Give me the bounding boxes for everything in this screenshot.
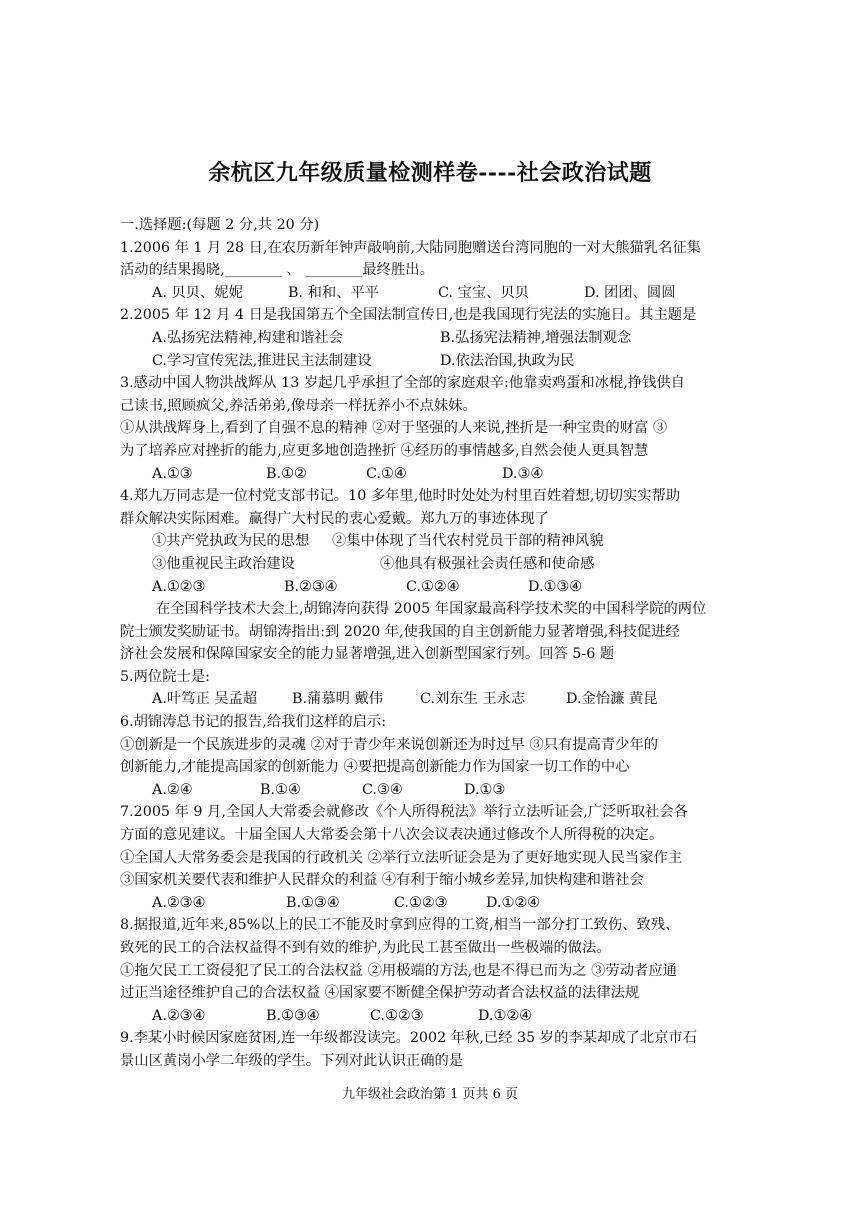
question-1-stem-line-2: 活动的结果揭晓,________ 、 ________最终胜出。 <box>120 262 434 279</box>
question-2-options-row-1 <box>120 327 740 350</box>
question-4-stem-line-2: 群众解决实际困难。赢得广大村民的衷心爱戴。郑九万的事迹体现了 <box>120 510 549 527</box>
question-4-option-d: D.①③④ <box>528 578 582 595</box>
question-8-option-a: A.②③④ <box>152 1007 206 1024</box>
question-6-option-b: B.①④ <box>260 781 301 798</box>
question-4-stem-line-1: 4.郑九万同志是一位村党支部书记。10 多年里,他时时处处为村里百姓着想,切切实实帮助 <box>120 488 681 505</box>
question-5-option-a: A.叶笃正 吴孟超 <box>152 691 258 708</box>
question-5-stem: 5.两位院士是: <box>120 668 210 685</box>
question-8-stem-line-3: ①拖欠民工工资侵犯了民工的合法权益 ②用极端的方法,也是不得已而为之 ③劳动者应通 <box>120 962 677 979</box>
question-6-stem-line-2: ①创新是一个民族进步的灵魂 ②对于青少年来说创新还为时过早 ③只有提高青少年的 <box>120 736 659 753</box>
question-1-options <box>120 282 740 305</box>
question-3-option-b: B.①② <box>266 465 307 482</box>
question-8-options <box>120 1005 740 1028</box>
question-3-stem-line-1: 3.感动中国人物洪战辉从 13 岁起几乎承担了全部的家庭艰辛:他靠卖鸡蛋和冰棍,挣钱供自 <box>120 375 685 392</box>
question-1-option-c: C. 宝宝、贝贝 <box>438 284 530 301</box>
question-5-options <box>120 688 740 711</box>
question-5-option-d: D.金怡濂 黄昆 <box>566 691 658 708</box>
question-3-stem-line-3: ①从洪战辉身上,看到了自强不息的精神 ②对于坚强的人来说,挫折是一种宝贵的财富 ③ <box>120 420 668 437</box>
question-6-option-c: C.③④ <box>362 781 403 798</box>
question-6-option-a: A.②④ <box>152 781 193 798</box>
question-6-stem-line-3: 创新能力,才能提高国家的创新能力 ④要把提高创新能力作为国家一切工作的中心 <box>120 759 630 776</box>
question-7-stem-line-1: 7.2005 年 9 月,全国人大常委会就修改《个人所得税法》举行立法听证会,广泛听取社会各 <box>120 804 688 821</box>
question-7-options <box>120 892 740 915</box>
question-9-stem-line-2: 景山区黄岗小学二年级的学生。下列对此认识正确的是 <box>120 1052 464 1069</box>
question-4-option-c: C.①②④ <box>406 578 460 595</box>
question-7-stem-line-3: ①全国人大常务委会是我国的行政机关 ②举行立法听证会是为了更好地实现人民当家作主 <box>120 849 683 866</box>
question-8-stem-line-1: 8.据报道,近年来,85%以上的民工不能及时拿到应得的工资,相当一部分打工致伤、致残、 <box>120 917 680 934</box>
question-7-stem-line-4: ③国家机关要代表和维护人民群众的利益 ④有利于缩小城乡差异,加快构建和谐社会 <box>120 872 644 889</box>
question-7-option-d: D.①②④ <box>486 894 540 911</box>
question-2-option-d: D.依法治国,执政为民 <box>440 352 575 369</box>
question-8-stem-line-2: 致死的民工的合法权益得不到有效的维护,为此民工甚至做出一些极端的做法。 <box>120 940 611 956</box>
question-2-options-row-2 <box>120 350 740 373</box>
question-4-item-3: ③他重视民主政治建设 <box>152 555 295 572</box>
question-3-stem-line-2: 己读书,照顾疯父,养活弟弟,像母亲一样抚养小不点妹妹。 <box>120 397 477 414</box>
question-3-options <box>120 463 740 486</box>
page-title: 余杭区九年级质量检测样卷----社会政治试题 <box>208 160 652 186</box>
question-7-option-a: A.②③④ <box>152 894 206 911</box>
question-9-stem-line-1: 9.李某小时候因家庭贫困,连一年级都没读完。2002 年秋,已经 35 岁的李某却成了北京市石 <box>120 1030 698 1047</box>
question-2-stem: 2.2005 年 12 月 4 日是我国第五个全国法制宣传日,也是我国现行宪法的实施日。其主题是 <box>120 307 697 324</box>
question-1-option-b: B. 和和、平平 <box>288 284 380 301</box>
question-7-option-b: B.①③④ <box>286 894 340 911</box>
question-6-stem-line-1: 6.胡锦涛总书记的报告,给我们这样的启示: <box>120 714 387 731</box>
question-8-option-c: C.①②③ <box>370 1007 424 1024</box>
question-8-option-d: D.①②④ <box>478 1007 532 1024</box>
question-3-option-c: C.①④ <box>366 465 407 482</box>
passage-line-2: 院士颁发奖励证书。胡锦涛指出:到 2020 年,使我国的自主创新能力显著增强,科技促进经 <box>120 623 680 640</box>
question-8-stem-line-4: 过正当途径维护自己的合法权益 ④国家要不断健全保护劳动者合法权益的法律法规 <box>120 985 640 1002</box>
question-3-option-d: D.③④ <box>502 465 544 482</box>
question-8-option-b: B.①③④ <box>266 1007 320 1024</box>
question-3-stem-line-4: 为了培养应对挫折的能力,应更多地创造挫折 ④经历的事情越多,自然会使人更具智慧 <box>120 442 649 459</box>
question-2-option-a: A.弘扬宪法精神,构建和谐社会 <box>152 329 343 346</box>
page-footer: 九年级社会政治第 1 页共 6 页 <box>341 1087 519 1102</box>
question-2-option-c: C.学习宣传宪法,推进民主法制建设 <box>152 352 372 369</box>
question-2-option-b: B.弘扬宪法精神,增强法制观念 <box>440 329 632 346</box>
exam-body <box>120 214 740 1073</box>
question-4-item-2: ②集中体现了当代农村党员干部的精神风貌 <box>332 533 604 550</box>
section-heading: 一.选择题:(每题 2 分,共 20 分) <box>120 217 320 233</box>
question-4-item-4: ④他具有极强社会责任感和使命感 <box>380 555 595 572</box>
passage-line-3: 济社会发展和保障国家安全的能力显著增强,进入创新型国家行列。回答 5-6 题 <box>120 646 615 663</box>
question-4-items-row-2 <box>120 553 740 576</box>
question-1-option-a: A. 贝贝、妮妮 <box>152 284 243 301</box>
question-4-option-b: B.②③④ <box>284 578 338 595</box>
passage-line-1: 在全国科学技术大会上,胡锦涛向获得 2005 年国家最高科学技术奖的中国科学院的两位 <box>156 601 707 618</box>
question-5-option-c: C.刘东生 王永志 <box>420 691 526 708</box>
question-6-options <box>120 779 740 802</box>
question-3-option-a: A.①③ <box>152 465 193 482</box>
question-4-option-a: A.①②③ <box>152 578 206 595</box>
question-5-option-b: B.蒲慕明 戴伟 <box>292 691 384 708</box>
question-1-stem-line-1: 1.2006 年 1 月 28 日,在农历新年钟声敲响前,大陆同胞赠送台湾同胞的一对大熊猫乳名征集 <box>120 239 701 256</box>
question-7-stem-line-2: 方面的意见建议。十届全国人大常委会第十八次会议表决通过修改个人所得税的决定。 <box>120 827 664 844</box>
question-1-option-d: D. 团团、圆圆 <box>584 284 676 301</box>
question-4-options <box>120 576 740 599</box>
question-4-items-row-1 <box>120 530 740 553</box>
question-4-item-1: ①共产党执政为民的思想 <box>152 533 310 550</box>
question-6-option-d: D.①③ <box>464 781 506 798</box>
question-7-option-c: C.①②③ <box>394 894 448 911</box>
